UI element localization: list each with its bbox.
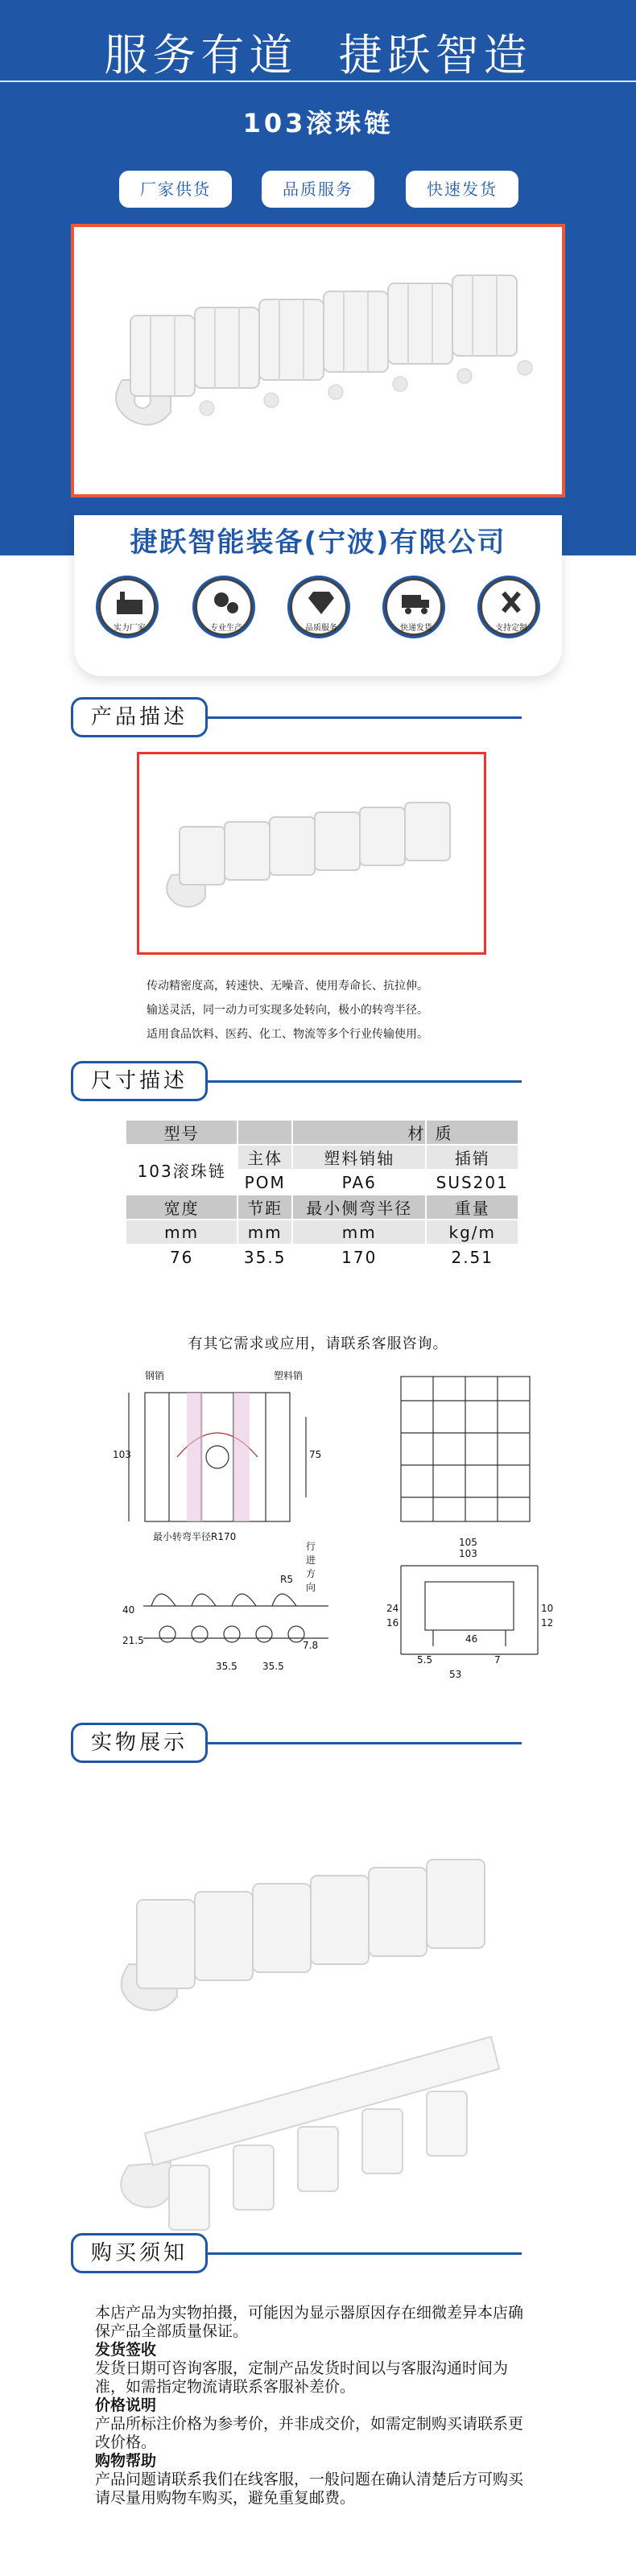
dim-12: 12 [541,1617,554,1629]
spec-cell: mm [237,1220,292,1245]
section-title-showcase: 实物展示 [71,1723,208,1763]
section-title-description: 产品描述 [71,697,208,737]
feature-label: 快递发货 [400,624,432,633]
dim-5-5: 5.5 [417,1654,433,1666]
notice-heading-shipping: 发货签收 [95,2341,157,2359]
spec-cell: 质 [426,1120,518,1145]
hero-product-photo [71,224,565,497]
spec-cell: 重量 [426,1195,518,1220]
notice-price: 产品所标注价格为参考价，并非成交价，如需定制购买请联系更改价格。 [95,2415,524,2451]
spec-cell: 型号 [126,1120,237,1145]
spec-cell: POM [237,1170,292,1195]
feature-label: 支持定制 [495,624,527,633]
spec-cell: SUS201 [426,1170,518,1195]
product-title: 103滚珠链 [242,108,394,138]
dim-46: 46 [465,1633,478,1645]
notice-heading-price: 价格说明 [95,2396,157,2414]
dim-7-8: 7.8 [303,1640,319,1651]
spec-cell: 材 [292,1120,426,1145]
ball-chain-image [74,227,562,494]
dim-35-5: 35.5 [262,1661,284,1672]
company-card [74,515,562,676]
feature-quality [290,578,348,636]
section-title-dimensions: 尺寸描述 [71,1061,208,1101]
label-direction: 行进方向 [306,1541,316,1593]
dim-16: 16 [386,1617,399,1629]
gears-icon [210,588,242,617]
spec-cell: 2.51 [426,1245,518,1269]
showcase-photos [97,1827,547,2278]
drawing-side-view [119,1558,361,1686]
notice-help: 产品问题请联系我们在线客服，一般问题在确认清楚后方可购买请尽量用购物车购买，避免重复邮费。 [95,2471,524,2507]
hero-banner [0,0,636,555]
company-name: 捷跃智能装备(宁波)有限公司 [130,526,506,559]
description-product-photo [137,752,486,955]
divider [0,80,636,82]
contact-note: 有其它需求或应用，请联系客服咨询。 [188,1335,448,1352]
dim-103: 103 [113,1449,131,1460]
spec-cell [237,1120,292,1145]
feature-label: 实力厂家 [114,624,146,633]
notice-shipping: 发货日期可咨询客服，定制产品发货时间以与客服沟通时间为准，如需指定物流请联系客服补差价。 [95,2359,509,2396]
feature-label: 品质服务 [305,624,337,633]
truck-icon [400,588,432,617]
spec-cell: kg/m [426,1220,518,1245]
notice-intro: 本店产品为实物拍摄，可能因为显示器原因存在细微差异本店确保产品全部质量保证。 [95,2304,524,2340]
slogan: 服务有道 捷跃智造 [104,30,532,80]
chain-side-view-drawing [119,1558,361,1686]
feature-label: 专业生产 [210,624,242,633]
drawing-cross-section [385,1534,554,1686]
feature-production [195,578,253,636]
label-steel-pin: 钢销 [145,1370,165,1381]
feature-factory [98,578,156,636]
spec-cell: 宽度 [126,1195,237,1220]
dim-53: 53 [449,1669,462,1680]
section-title-purchase: 购买须知 [71,2233,208,2273]
spec-cell: 最小侧弯半径 [292,1195,426,1220]
label-plastic-pin: 塑料销 [274,1370,304,1381]
dim-r5: R5 [280,1574,293,1585]
spec-cell: 插销 [426,1145,518,1170]
spec-cell: PA6 [292,1170,426,1195]
dim-105: 105 [459,1537,477,1548]
chain-top-view-drawing [113,1368,322,1554]
description-line: 传动精密度高，转速快、无噪音、使用寿命长、抗拉伸。 [147,980,428,993]
pill-fast-delivery: 快速发货 [406,171,518,208]
dim-24: 24 [386,1603,399,1614]
ball-chain-image [139,754,484,952]
dim-103: 103 [459,1548,477,1559]
spec-cell: 103滚珠链 [126,1145,237,1195]
dim-75: 75 [309,1449,322,1460]
spec-cell: 170 [292,1245,426,1269]
tools-icon [495,588,527,617]
notice-heading-help: 购物帮助 [95,2452,157,2470]
pill-factory-supply: 厂家供货 [119,171,232,208]
feature-custom [480,578,538,636]
feature-delivery [385,578,443,636]
label-min-radius: 最小转弯半径R170 [153,1531,237,1542]
spec-cell: mm [292,1220,426,1245]
spec-cell: 塑料销轴 [292,1145,426,1170]
description-line: 适用食品饮料、医药、化工、物流等多个行业传输使用。 [147,1028,428,1041]
chain-plan-view-drawing [385,1368,554,1530]
dim-35-5: 35.5 [216,1661,237,1672]
pill-quality-service: 品质服务 [262,171,374,208]
spec-cell: 主体 [237,1145,292,1170]
dim-10: 10 [541,1603,554,1614]
spec-cell: 76 [126,1245,237,1269]
spec-cell: 节距 [237,1195,292,1220]
dim-40: 40 [122,1604,135,1616]
purchase-notice [95,2304,536,2508]
drawing-plan-view [385,1368,554,1530]
showcase-chain-image [97,1827,547,2278]
spec-cell: 35.5 [237,1245,292,1269]
spec-cell: mm [126,1220,237,1245]
dim-7: 7 [494,1654,501,1666]
description-text [147,974,533,1046]
description-line: 输送灵活，同一动力可实现多处转向，极小的转弯半径。 [147,1004,428,1017]
diamond-icon [305,588,337,617]
factory-icon [114,588,146,617]
dim-21-5: 21.5 [122,1635,144,1646]
spec-table [125,1119,519,1270]
